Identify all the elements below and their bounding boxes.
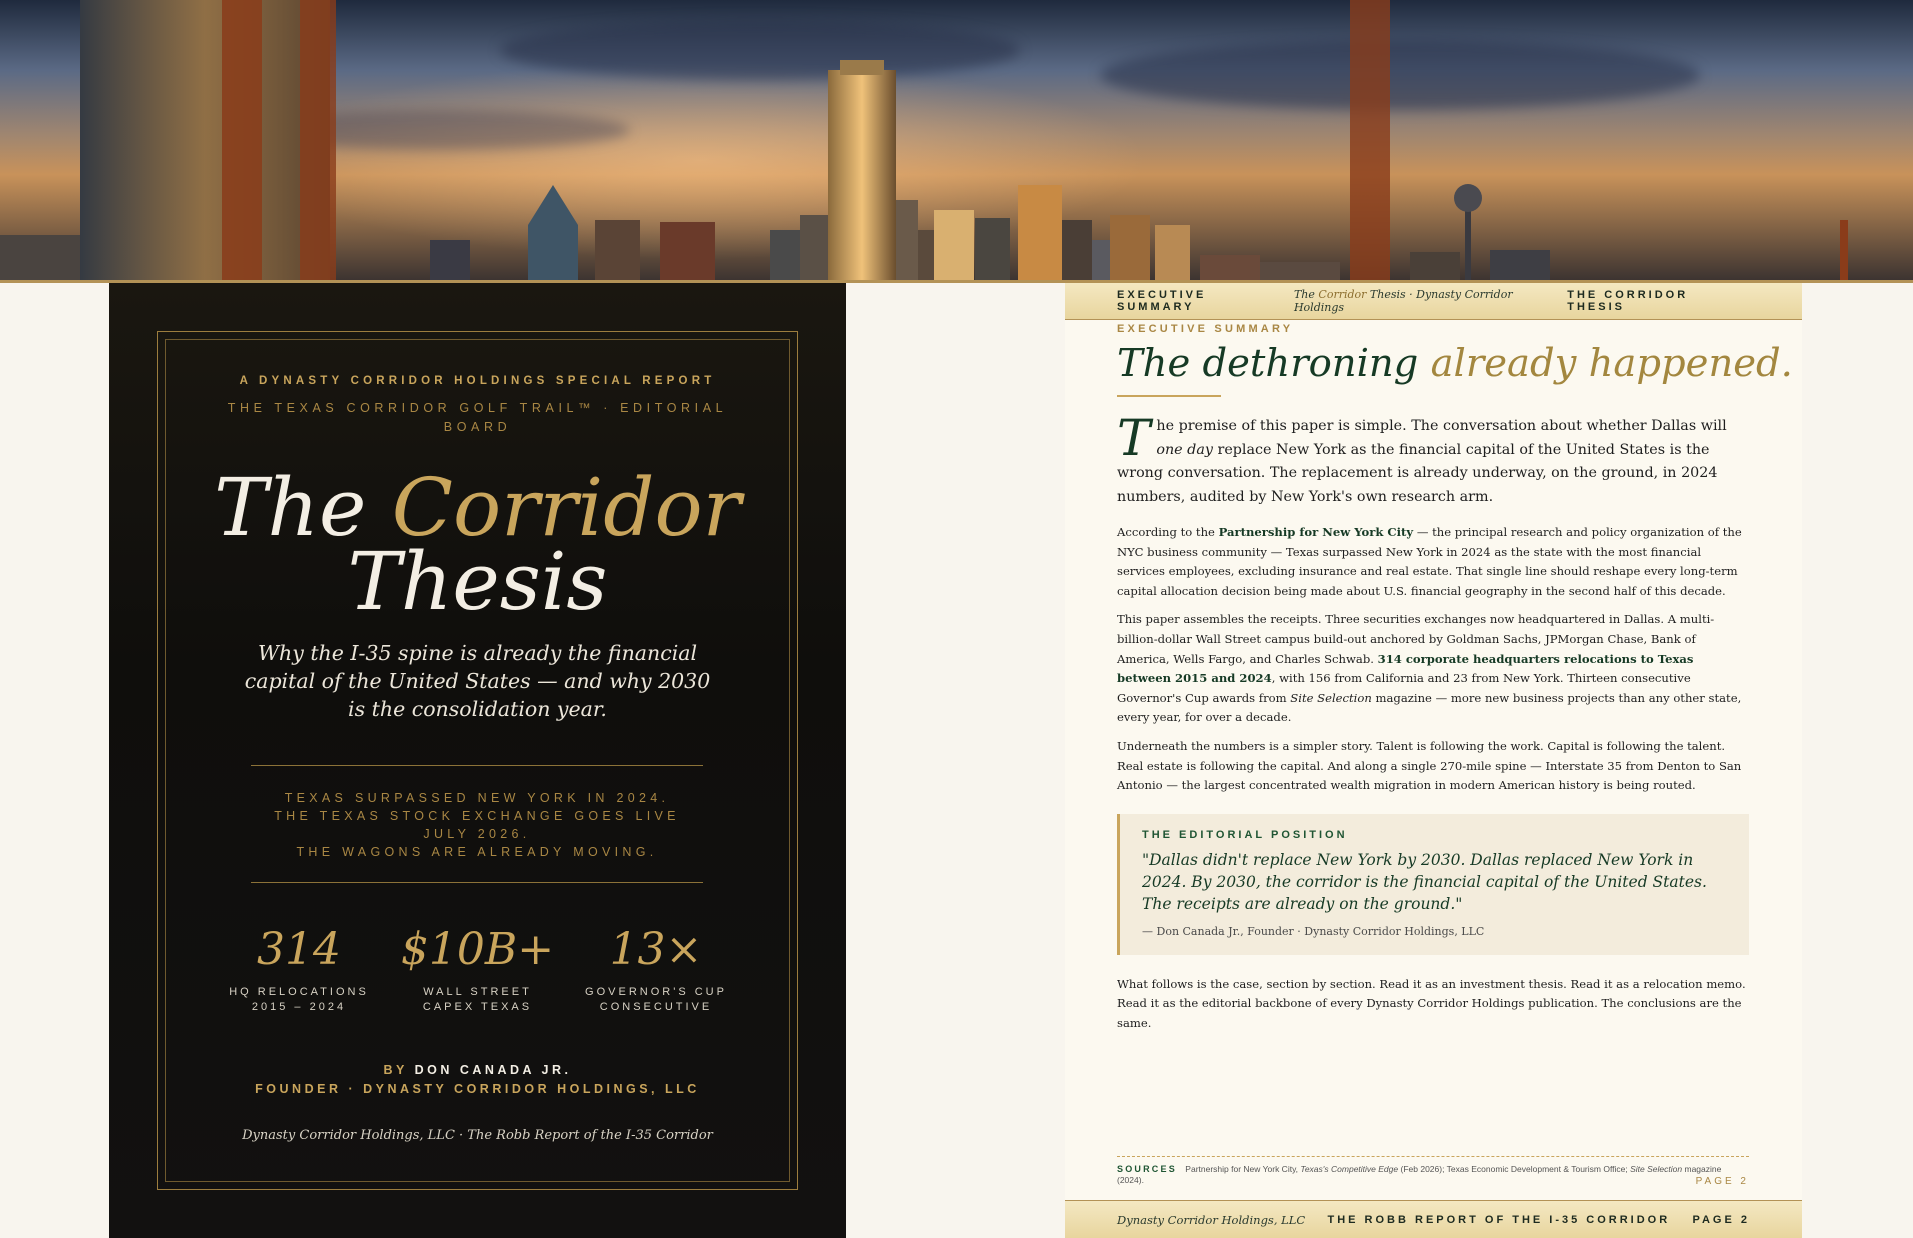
- p2-text: , with 156 from California and 23 from New York. Thirteen consecutive Governor's Cup awards from: [1117, 671, 1691, 705]
- skyline-silhouette: [0, 0, 1913, 282]
- lead-text: replace New York as the financial capital of the United States is the wrong conversation. The replacement is already underway, on the ground, in 2024 numbers, audited by New York's own research arm.: [1117, 441, 1718, 505]
- quote-attribution: — Don Canada Jr., Founder · Dynasty Corridor Holdings, LLC: [1142, 924, 1485, 938]
- byline-author: DON CANADA JR.: [414, 1063, 572, 1077]
- byline-by: BY: [383, 1063, 408, 1077]
- cover-footer: Dynasty Corridor Holdings, LLC · The Robb Report of the I-35 Corridor: [242, 1128, 713, 1143]
- cover-stats: [219, 923, 736, 1015]
- executive-summary-page: [1065, 283, 1802, 1238]
- p2-emphasis: Site Selection: [1290, 690, 1372, 705]
- headline-rule: [1117, 395, 1221, 397]
- header-corridor: Corridor: [1318, 288, 1367, 301]
- stat-governors-cup: [576, 923, 736, 1015]
- p1-bold: Partnership for New York City: [1218, 525, 1414, 539]
- p1-text: According to the: [1117, 525, 1215, 539]
- header-doc-title: [1294, 288, 1563, 314]
- tagline-2: THE TEXAS STOCK EXCHANGE GOES LIVE JULY 2026.: [274, 809, 680, 841]
- stat-label-line: CONSECUTIVE: [599, 1001, 713, 1013]
- title-thesis: Thesis: [347, 535, 608, 628]
- page-running-header: [1065, 283, 1802, 320]
- sources-emphasis: Site Selection: [1630, 1164, 1683, 1174]
- cover-rule-bottom: [251, 882, 703, 883]
- sources-label: SOURCES: [1117, 1164, 1177, 1174]
- cover-rule-top: [251, 765, 703, 766]
- tagline-3: THE WAGONS ARE ALREADY MOVING.: [296, 845, 658, 859]
- header-thesis: Thesis · Dynasty Corridor Holdings: [1293, 288, 1513, 314]
- paragraph-4: What follows is the case, section by section. Read it as an investment thesis. Read it as a relocation memo. Read it as the editorial backbone of every Dynasty Corridor Holdings publication. The conclusions are the same.: [1117, 976, 1746, 1030]
- paragraph-3: Underneath the numbers is a simpler story. Talent is following the work. Capital is following the talent. Real estate is following the capital. And along a single 270-mile spine — Interstate 35 from Denton to San Antonio — the largest concentrated wealth migration in modern American history is being routed.: [1117, 738, 1742, 793]
- stat-label-line: HQ RELOCATIONS: [229, 986, 369, 998]
- p2-text: magazine — more new business projects than any other state, every year, for over a decade.: [1117, 690, 1742, 725]
- cover-page: [109, 283, 846, 1238]
- lead-emphasis: one day: [1156, 441, 1213, 458]
- sources-emphasis: Texas's Competitive Edge: [1300, 1164, 1399, 1174]
- footer-publication: THE ROBB REPORT OF THE I-35 CORRIDOR: [1327, 1213, 1671, 1226]
- stat-label-line: WALL STREET: [423, 986, 532, 998]
- stat-label-line: GOVERNOR'S CUP: [585, 986, 727, 998]
- byline-role: FOUNDER · DYNASTY CORRIDOR HOLDINGS, LLC: [255, 1082, 700, 1096]
- footer-page-number: PAGE 2: [1692, 1213, 1750, 1226]
- stat-number: $10B+: [400, 924, 555, 975]
- page-body: [1117, 409, 1749, 1043]
- stat-number: 314: [257, 924, 341, 975]
- headline-part-b: already happened.: [1430, 341, 1793, 386]
- stat-label-line: 2015 – 2024: [251, 1001, 347, 1013]
- stat-label: [398, 985, 558, 1015]
- lead-paragraph: [1117, 409, 1749, 509]
- p2-text: This paper assembles the receipts. Three securities exchanges now headquartered in Dallas. A multi-billion-dollar Wall Street campus build-out anchored by Goldman Sachs, JPMorgan Chase, Bank of America, Wells Fargo, and Charles Schwab.: [1117, 612, 1715, 666]
- cover-byline: [199, 1061, 756, 1099]
- header-section: EXECUTIVE SUMMARY: [1117, 289, 1207, 313]
- cover-subtitle: Why the I-35 spine is already the financial capital of the United States — and why 2030 is the consolidation year.: [244, 641, 711, 721]
- sources-text: Partnership for New York City,: [1185, 1164, 1299, 1174]
- stat-label-line: CAPEX TEXAS: [422, 1001, 533, 1013]
- stat-label: [219, 985, 379, 1015]
- section-kicker: EXECUTIVE SUMMARY: [1117, 323, 1294, 335]
- drop-cap: T: [1117, 409, 1151, 467]
- page-headline: [1117, 341, 1793, 386]
- headline-part-a: The dethroning: [1117, 341, 1419, 386]
- paragraph-1: [1117, 523, 1749, 601]
- sources-text: magazine (2024).: [1117, 1164, 1722, 1185]
- cover-title: [169, 461, 786, 628]
- sources-text: (Feb 2026); Texas Economic Development & Tourism Office;: [1400, 1164, 1628, 1174]
- header-right: THE CORRIDOR THESIS: [1567, 289, 1689, 313]
- cover-sub-eyebrow: THE TEXAS CORRIDOR GOLF TRAIL™ · EDITORIAL BOARD: [227, 401, 728, 434]
- sources-note: [1117, 1156, 1749, 1186]
- paragraph-2: [1117, 610, 1749, 728]
- cover-taglines: [251, 789, 703, 861]
- quote-text: "Dallas didn't replace New York by 2030. Dallas replaced New York in 2024. By 2030, the corridor is the financial capital of the United States. The receipts are already on the ground.": [1142, 850, 1707, 913]
- lead-text: he premise of this paper is simple. The conversation about whether Dallas will: [1156, 418, 1727, 434]
- page-number: PAGE 2: [1695, 1176, 1749, 1187]
- stat-wall-street-capex: [398, 923, 558, 1015]
- page-running-footer: [1065, 1200, 1802, 1238]
- title-corridor: Corridor: [391, 461, 741, 554]
- editorial-pull-quote: [1117, 814, 1749, 955]
- p2-bold: 314 corporate headquarters relocations to Texas between 2015 and 2024: [1117, 651, 1694, 686]
- quote-kicker: THE EDITORIAL POSITION: [1142, 828, 1348, 841]
- hero-skyline-image: [0, 0, 1913, 282]
- header-the: The: [1293, 288, 1315, 301]
- footer-publisher: Dynasty Corridor Holdings, LLC: [1117, 1212, 1306, 1227]
- cover-eyebrow: A DYNASTY CORRIDOR HOLDINGS SPECIAL REPORT: [239, 375, 716, 387]
- stat-number: 13×: [609, 924, 703, 975]
- stat-label: [576, 985, 736, 1015]
- title-the: The: [214, 461, 367, 554]
- stat-hq-relocations: [219, 923, 379, 1015]
- tagline-1: TEXAS SURPASSED NEW YORK IN 2024.: [284, 791, 670, 805]
- p1-text: — the principal research and policy organization of the NYC business community — Texas surpassed New York in 2024 as the state with the most financial services employees, excluding insurance and real estate. That single line should reshape every long-term capital allocation decision being made about U.S. financial geography in the second half of this decade.: [1117, 525, 1742, 598]
